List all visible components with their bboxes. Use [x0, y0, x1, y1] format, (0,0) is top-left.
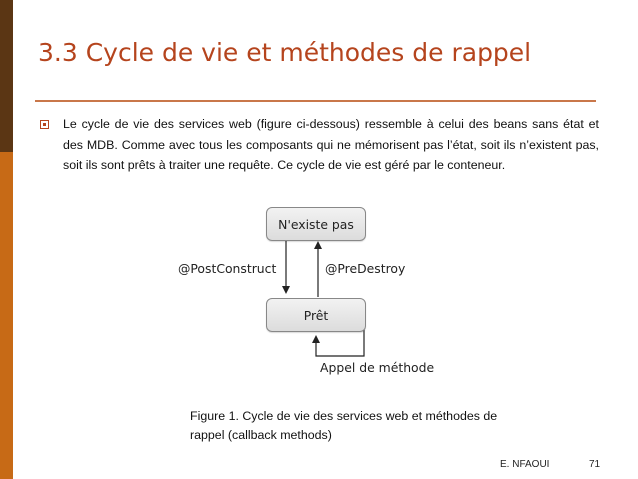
- page-number: 71: [589, 459, 601, 470]
- method-call-label: Appel de méthode: [320, 360, 435, 375]
- predestroy-label: @PreDestroy: [325, 261, 406, 276]
- postconstruct-label: @PostConstruct: [178, 261, 277, 276]
- bullet-icon: [40, 120, 49, 129]
- state-ready: Prêt: [266, 298, 366, 332]
- slide-title: 3.3 Cycle de vie et méthodes de rappel: [38, 38, 532, 67]
- side-bar-dark-segment: [0, 0, 13, 152]
- state-not-exists: N'existe pas: [266, 207, 366, 241]
- footer-author: E. NFAOUI: [500, 459, 550, 470]
- lifecycle-diagram: [168, 200, 438, 385]
- title-divider: [35, 100, 596, 102]
- side-bar-orange-segment: [0, 152, 13, 479]
- figure-caption: Figure 1. Cycle de vie des services web et méthodes de rappel (callback methods): [190, 409, 498, 442]
- side-bar: [0, 0, 13, 479]
- body-paragraph: Le cycle de vie des services web (figure ci-dessous) ressemble à celui des beans sans état et des MDB. Comme avec tous les composants qui ne mémorisent pas l’état, soit ils n’existent pas, soit ils sont prêts à traiter une requête. Ce cycle de vie est géré par le conteneur.: [63, 117, 599, 172]
